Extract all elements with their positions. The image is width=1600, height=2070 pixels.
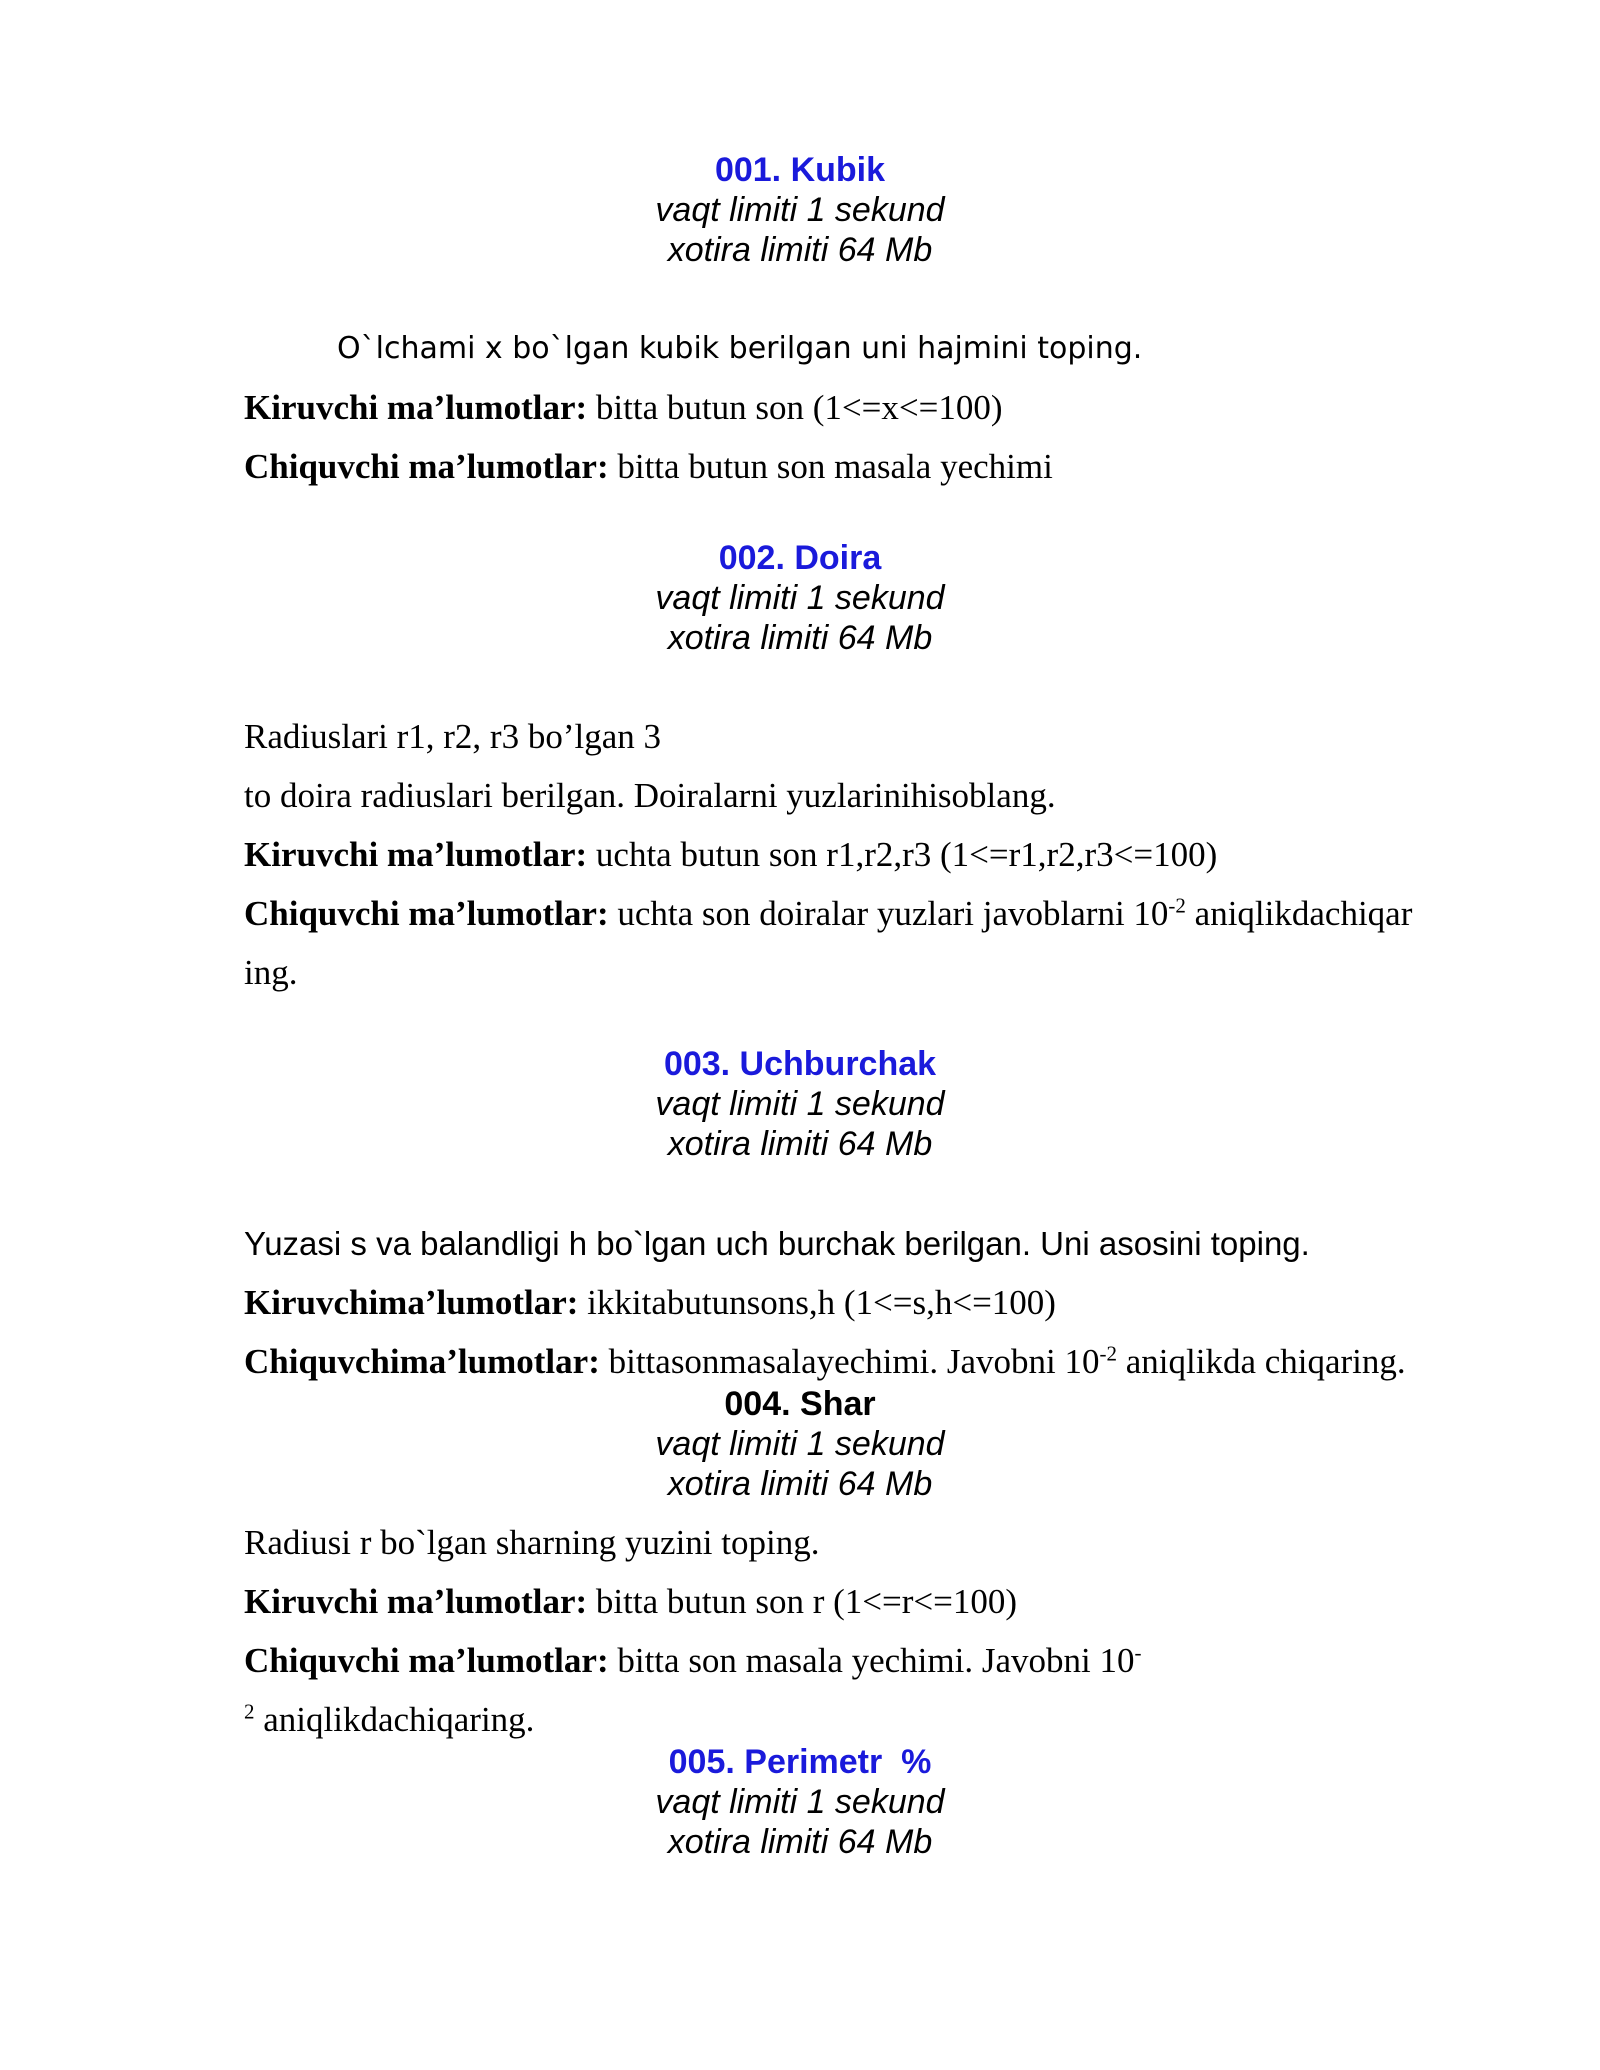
memory-limit: xotira limiti 64 Mb [667, 1823, 933, 1861]
output-text-end: aniqlikdachiqar [1185, 894, 1413, 933]
output-text: bitta butun son masala yechimi [608, 447, 1053, 486]
problem-title: 001. Kubik [714, 151, 886, 189]
problem-title: 005. Perimetr % [668, 1743, 932, 1781]
output-exponent-part-1: - [1134, 1640, 1142, 1665]
problem-003-header [0, 1044, 1600, 1164]
problem-statement-line-1: Radiuslari r1, r2, r3 bo’lgan 3 [244, 717, 661, 756]
input-description [244, 1281, 1484, 1325]
output-description [244, 1639, 1484, 1683]
input-text: bitta butun son (1<=x<=100) [587, 388, 1003, 427]
input-label: Kiruvchi ma’lumotlar: [244, 835, 588, 874]
input-text: bitta butun son r (1<=r<=100) [587, 1582, 1018, 1621]
input-label: Kiruvchi ma’lumotlar: [244, 1582, 588, 1621]
memory-limit: xotira limiti 64 Mb [667, 231, 933, 269]
problem-004-header [0, 1384, 1600, 1504]
problem-title: 003. Uchburchak [663, 1045, 937, 1083]
output-text-end: aniqlikda chiqaring. [1116, 1342, 1406, 1381]
problem-title: 002. Doira [718, 539, 882, 577]
problem-002-header [0, 538, 1600, 658]
problem-statement: O`lchami x bo`lgan kubik berilgan uni hajmini toping. [337, 331, 1143, 366]
time-limit: vaqt limiti 1 sekund [655, 579, 945, 617]
input-description [244, 386, 1484, 430]
time-limit: vaqt limiti 1 sekund [655, 1425, 945, 1463]
problem-title: 004. Shar [724, 1385, 876, 1423]
input-text: ikkitabutunsons,h (1<=s,h<=100) [578, 1283, 1056, 1322]
time-limit: vaqt limiti 1 sekund [655, 191, 945, 229]
output-description-line-2: ing. [244, 953, 298, 992]
output-description [244, 445, 1484, 489]
output-text: bitta son masala yechimi. Javobni 10 [608, 1641, 1135, 1680]
memory-limit: xotira limiti 64 Mb [667, 1125, 933, 1163]
output-description [244, 892, 1484, 936]
problem-statement-line-2: to doira radiuslari berilgan. Doiralarni yuzlarinihisoblang. [244, 776, 1056, 815]
memory-limit: xotira limiti 64 Mb [667, 619, 933, 657]
problem-statement: Radiusi r bo`lgan sharning yuzini toping. [244, 1523, 820, 1562]
problem-001-header [0, 150, 1600, 270]
time-limit: vaqt limiti 1 sekund [655, 1085, 945, 1123]
output-label: Chiquvchi ma’lumotlar: [244, 447, 609, 486]
output-exponent: -2 [1168, 893, 1186, 918]
input-label: Kiruvchi ma’lumotlar: [244, 388, 588, 427]
output-exponent: -2 [1099, 1341, 1117, 1366]
output-description [244, 1340, 1484, 1384]
output-text: bittasonmasalayechimi. Javobni 10 [599, 1342, 1100, 1381]
output-exponent-part-2: 2 [244, 1699, 255, 1724]
input-description [244, 1580, 1484, 1624]
problem-005-header [0, 1742, 1600, 1862]
output-label: Chiquvchima’lumotlar: [244, 1342, 600, 1381]
problem-statement: Yuzasi s va balandligi h bo`lgan uch burchak berilgan. Uni asosini toping. [244, 1225, 1310, 1262]
input-text: uchta butun son r1,r2,r3 (1<=r1,r2,r3<=100) [587, 835, 1218, 874]
output-label: Chiquvchi ma’lumotlar: [244, 1641, 609, 1680]
output-text-end: aniqlikdachiqaring. [254, 1700, 535, 1739]
output-text: uchta son doiralar yuzlari javoblarni 10 [608, 894, 1169, 933]
input-label: Kiruvchima’lumotlar: [244, 1283, 579, 1322]
input-description [244, 833, 1484, 877]
output-label: Chiquvchi ma’lumotlar: [244, 894, 609, 933]
time-limit: vaqt limiti 1 sekund [655, 1783, 945, 1821]
memory-limit: xotira limiti 64 Mb [667, 1465, 933, 1503]
output-description-line-2 [244, 1698, 1484, 1742]
